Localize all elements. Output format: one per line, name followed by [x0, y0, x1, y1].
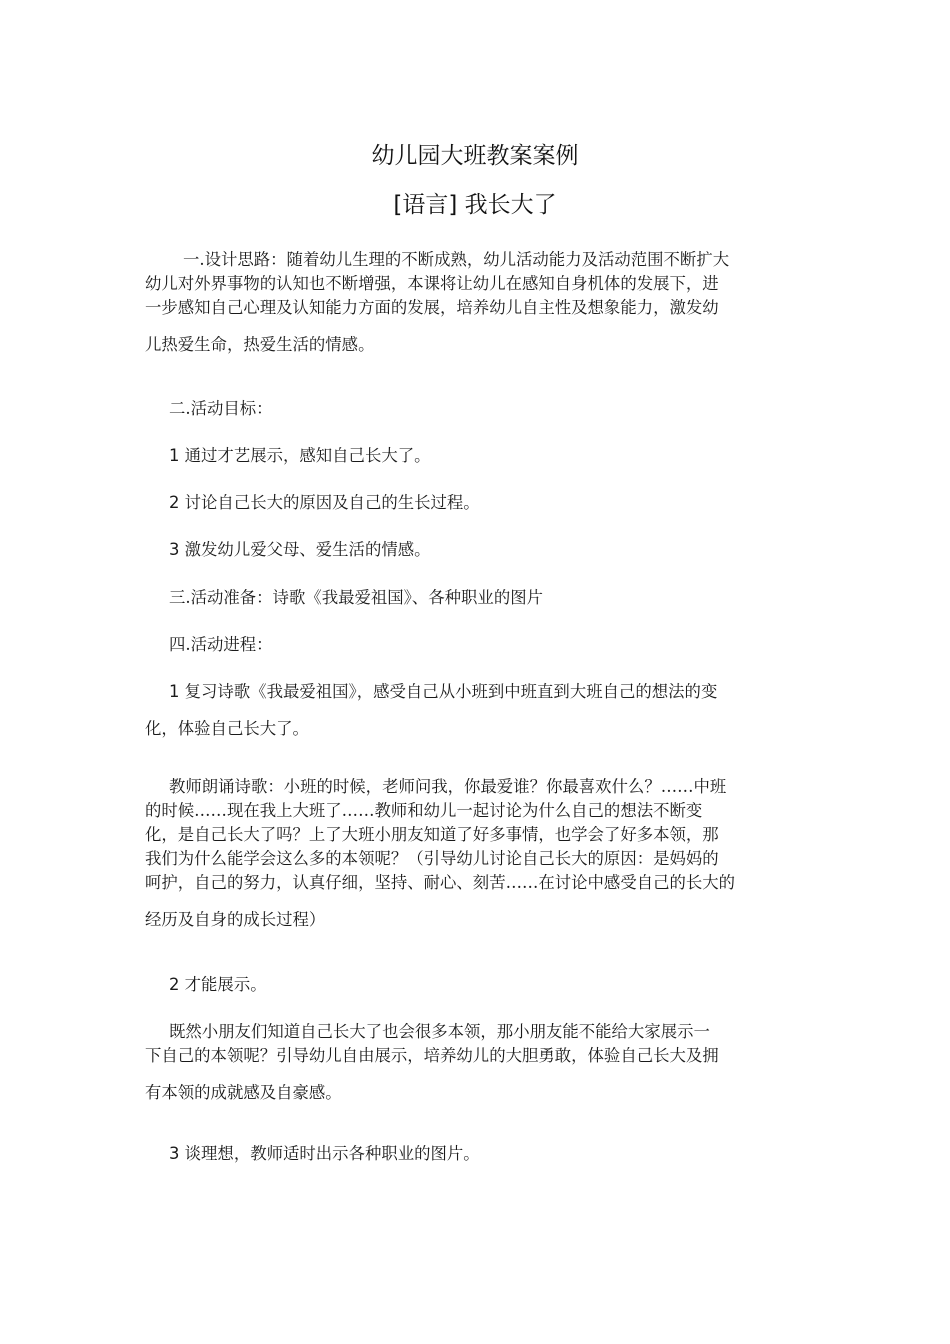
preparation-text: 三.活动准备：诗歌《我最爱祖国》、各种职业的图片 [169, 588, 543, 607]
paragraph-line: 有本领的成就感及自豪感。 [145, 1083, 342, 1102]
design-idea-paragraph [145, 248, 810, 357]
heading-text: 四.活动进程： [169, 635, 273, 654]
step-number: 1 [169, 682, 180, 701]
goal-item-2 [145, 491, 810, 515]
goal-item-1 [145, 444, 810, 468]
goal-number: 2 [169, 493, 180, 512]
paragraph-line: 化，体验自己长大了。 [145, 719, 309, 738]
step-number: 3 [169, 1144, 180, 1163]
heading-text: 二.活动目标： [169, 399, 273, 418]
step-3-line [145, 1142, 810, 1166]
step-text: 谈理想，教师适时出示各种职业的图片。 [179, 1144, 480, 1163]
step-1-paragraph [145, 680, 810, 741]
document-subtitle: [语言] 我长大了 [393, 192, 557, 218]
paragraph-line: 一步感知自己心理及认知能力方面的发展，培养幼儿自主性及想象能力，激发幼 [145, 298, 719, 317]
preparation-line [145, 586, 810, 610]
paragraph-line: 的时候……现在我上大班了……教师和幼儿一起讨论为什么自己的想法不断变 [145, 801, 703, 820]
goal-number: 1 [169, 446, 180, 465]
paragraph-line: 既然小朋友们知道自己长大了也会很多本领，那小朋友能不能给大家展示一 [169, 1022, 710, 1041]
step-2-line [145, 973, 810, 997]
step-text: 才能展示。 [179, 975, 267, 994]
paragraph-line: 化，是自己长大了吗？上了大班小朋友知道了好多事情，也学会了好多本领，那 [145, 825, 719, 844]
paragraph-line: 教师朗诵诗歌：小班的时候，老师问我，你最爱谁？你最喜欢什么？……中班 [169, 777, 727, 796]
process-heading [145, 633, 810, 657]
step-text: 复习诗歌《我最爱祖国》，感受自己从小班到中班直到大班自己的想法的变 [179, 682, 718, 701]
paragraph-line: 儿热爱生命，热爱生活的情感。 [145, 335, 375, 354]
goals-heading [145, 397, 810, 421]
goal-number: 3 [169, 540, 180, 559]
step-1-detail-paragraph [145, 775, 810, 932]
paragraph-line: 经历及自身的成长过程） [145, 910, 326, 929]
step-number: 2 [169, 975, 180, 994]
goal-text: 激发幼儿爱父母、爱生活的情感。 [179, 540, 431, 559]
goal-text: 通过才艺展示，感知自己长大了。 [179, 446, 431, 465]
document-title: 幼儿园大班教案案例 [371, 143, 579, 169]
paragraph-line: 呵护，自己的努力，认真仔细，坚持、耐心、刻苦……在讨论中感受自己的长大的 [145, 873, 736, 892]
goal-text: 讨论自己长大的原因及自己的生长过程。 [179, 493, 480, 512]
paragraph-line: 幼儿对外界事物的认知也不断增强，本课将让幼儿在感知自身机体的发展下，进 [145, 274, 719, 293]
paragraph-line: 下自己的本领呢？引导幼儿自由展示，培养幼儿的大胆勇敢，体验自己长大及拥 [145, 1046, 719, 1065]
goal-item-3 [145, 538, 810, 562]
paragraph-line: 一.设计思路：随着幼儿生理的不断成熟，幼儿活动能力及活动范围不断扩大 [183, 250, 730, 269]
paragraph-line: 我们为什么能学会这么多的本领呢？（引导幼儿讨论自己长大的原因：是妈妈的 [145, 849, 719, 868]
step-2-detail-paragraph [145, 1020, 810, 1105]
